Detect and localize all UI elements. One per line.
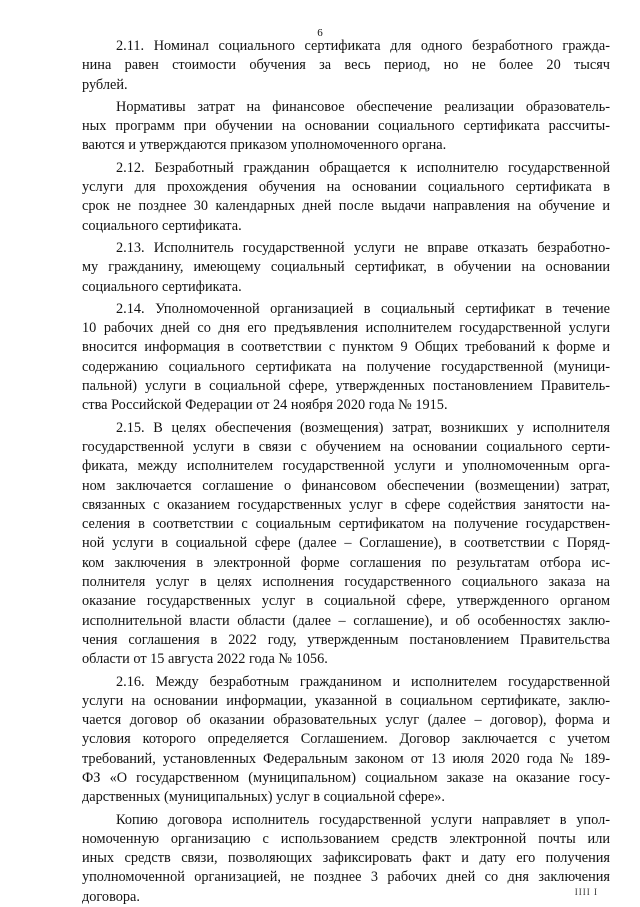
text-line: 2.12. Безработный гражданин обращается к исполнителю государственной bbox=[116, 159, 610, 176]
text-line: полнителя услуг в целях исполнения государственного социального заказа на bbox=[82, 574, 610, 591]
text-line: 10 рабочих дней со дня его предъявления исполнителем государственной услуги bbox=[82, 320, 610, 337]
paragraph-p2-12 bbox=[82, 159, 610, 236]
text-line: социального сертификата. bbox=[82, 278, 242, 295]
text-line: ком заключения в электронной форме соглашения по результатам отбора ис- bbox=[82, 554, 610, 571]
text-line: вносится информация в соответствии с пунктом 9 Общих требований к форме и bbox=[82, 339, 610, 356]
page-number: 6 bbox=[317, 27, 323, 39]
paragraph-p-copy bbox=[82, 811, 610, 907]
text-line: номоченную организацию с использованием средств электронной почты или bbox=[82, 830, 610, 847]
text-line: услуги на основании информации, указанной в социальном сертификате, заклю- bbox=[82, 692, 610, 709]
text-line: области от 15 августа 2022 года № 1056. bbox=[82, 651, 328, 668]
text-line: договора. bbox=[82, 888, 140, 905]
text-line: чения соглашения в 2022 году, утвержденным постановлением Правительства bbox=[82, 631, 610, 648]
text-line: Нормативы затрат на финансовое обеспечение реализации образователь- bbox=[116, 98, 610, 115]
text-line: ства Российской Федерации от 24 ноября 2020 года № 1915. bbox=[82, 397, 448, 414]
text-line: срок не позднее 30 календарных дней после выдачи направления на обучение и bbox=[82, 198, 610, 215]
text-line: ных программ при обучении на основании социального сертификата рассчиты- bbox=[82, 118, 610, 135]
text-line: ФЗ «О государственном (муниципальном) социальном заказе на оказание госу- bbox=[82, 769, 610, 786]
text-line: связанных с оказанием государственных услуг в сфере содействия занятости на- bbox=[82, 496, 610, 513]
text-line: рублей. bbox=[82, 76, 128, 93]
text-line: нина равен стоимости обучения за весь период, но не более 20 тысяч bbox=[82, 57, 610, 74]
text-line: социального сертификата. bbox=[82, 217, 242, 234]
text-line: ваются и утверждаются приказом уполномоченного органа. bbox=[82, 137, 447, 154]
text-line: исполнительной власти области (далее – соглашение), и об особенностях заклю- bbox=[82, 612, 610, 629]
text-line: Копию договора исполнитель государственной услуги направляет в упол- bbox=[116, 811, 610, 828]
text-line: условия которого определяется Соглашением. Договор заключается с учетом bbox=[82, 731, 610, 748]
paragraph-p2-14 bbox=[82, 300, 610, 416]
paragraph-p2-16 bbox=[82, 673, 610, 808]
text-line: услуги для прохождения обучения на основании социального сертификата в bbox=[82, 179, 610, 196]
text-line: пальной) услуги в социальной сфере, утвержденных постановлением Правитель- bbox=[82, 378, 610, 395]
text-line: фиката, между исполнителем государственной услуги и уполномоченным орга- bbox=[82, 458, 610, 475]
text-line: требований, установленных Федеральным законом от 13 июля 2020 года № 189- bbox=[82, 750, 610, 767]
paragraph-p2-11 bbox=[82, 37, 610, 95]
text-line: 2.13. Исполнитель государственной услуги не вправе отказать безработно- bbox=[116, 239, 610, 256]
text-line: 2.16. Между безработным гражданином и исполнителем государственной bbox=[116, 673, 610, 690]
text-line: селения в соответствии с социальным сертификатом на получение государствен- bbox=[82, 516, 610, 533]
paragraph-p2-13 bbox=[82, 239, 610, 297]
text-line: государственной услуги в связи с обучением на основании социального серти- bbox=[82, 438, 610, 455]
text-line: оказание государственных услуг в социальной сфере, утвержденного органом bbox=[82, 593, 610, 610]
text-line: ном заключается соглашение о финансовом обеспечении (возмещении) затрат, bbox=[82, 477, 610, 494]
text-line: 2.14. Уполномоченной организацией в социальный сертификат в течение bbox=[116, 300, 610, 317]
paragraph-p-norms bbox=[82, 98, 610, 156]
text-line: иных средств связи, позволяющих зафиксировать факт и дату его получения bbox=[82, 850, 610, 867]
text-line: уполномоченной организацией, не позднее 3 рабочих дней со дня заключения bbox=[82, 869, 610, 886]
text-line: дарственных (муниципальных) услуг в социальной сфере». bbox=[82, 789, 445, 806]
text-line: му гражданину, имеющему социальный сертификат, в обучении на основании bbox=[82, 259, 610, 276]
text-line: 2.15. В целях обеспечения (возмещения) затрат, возникших у исполнителя bbox=[116, 419, 610, 436]
text-line: 2.11. Номинал социального сертификата для одного безработного гражда- bbox=[116, 38, 610, 54]
text-line: ной услуги в социальной сфере (далее – Соглашение), в соответствии с Поряд- bbox=[82, 535, 610, 552]
text-line: содержанию социального сертификата на получение государственной (муници- bbox=[82, 358, 610, 375]
text-line: чается договор об оказании образовательных услуг (далее – договор), форма и bbox=[82, 712, 610, 729]
paragraph-p2-15 bbox=[82, 419, 610, 670]
corner-mark: ІІІІ І bbox=[574, 887, 598, 897]
document-body bbox=[82, 37, 610, 907]
